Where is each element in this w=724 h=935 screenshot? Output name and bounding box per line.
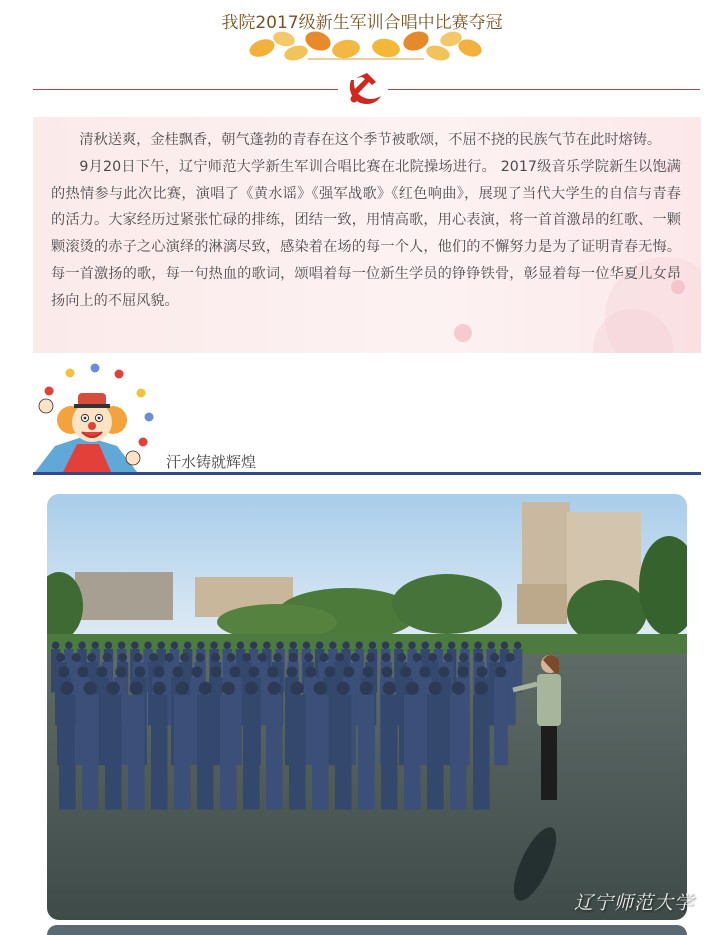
article-paragraph: 清秋送爽，金桂飘香，朝气蓬勃的青春在这个季节被歌颂，不屈不挠的民族气节在此时熔铸。 xyxy=(79,132,662,148)
article-paragraph: 9月20日下午，辽宁师范大学新生军训合唱比赛在北院操场进行。 2017级音乐学院新生以饱满的热情参与此次比赛，演唱了《黄水谣》《强军战歌》《红色响曲》，展现了当代大学生的自信与青春的活力。大家经历过紧张忙碌的排练，团结一致，用情高歌，用心表演，将一首首激昂的红歌、一颗颗滚烫的赤子之心演绎的淋漓尽致，感染着在场的每一个人，他们的不懈努力是为了证明青春无悔。每一首激扬的歌，每一句热血的歌词，颂唱着每一位新生学员的铮铮铁骨，彰显着每一位华夏儿女昂扬向上的不屈风貌。 xyxy=(51,158,681,309)
section-title: 汗水铸就辉煌 xyxy=(166,453,257,471)
divider-left xyxy=(33,89,338,90)
party-emblem-icon xyxy=(342,66,386,110)
article-body xyxy=(33,117,701,353)
event-photo xyxy=(47,494,687,920)
section-divider xyxy=(33,472,701,475)
section-header xyxy=(33,360,701,475)
autumn-leaves-icon xyxy=(248,29,484,65)
page-title: 我院2017级新生军训合唱中比赛夺冠 xyxy=(221,13,503,33)
next-photo-top xyxy=(47,925,687,935)
watermark-text: 辽宁师范大学 xyxy=(574,892,695,914)
divider-right xyxy=(388,89,700,90)
juggling-clown-icon xyxy=(33,360,163,474)
